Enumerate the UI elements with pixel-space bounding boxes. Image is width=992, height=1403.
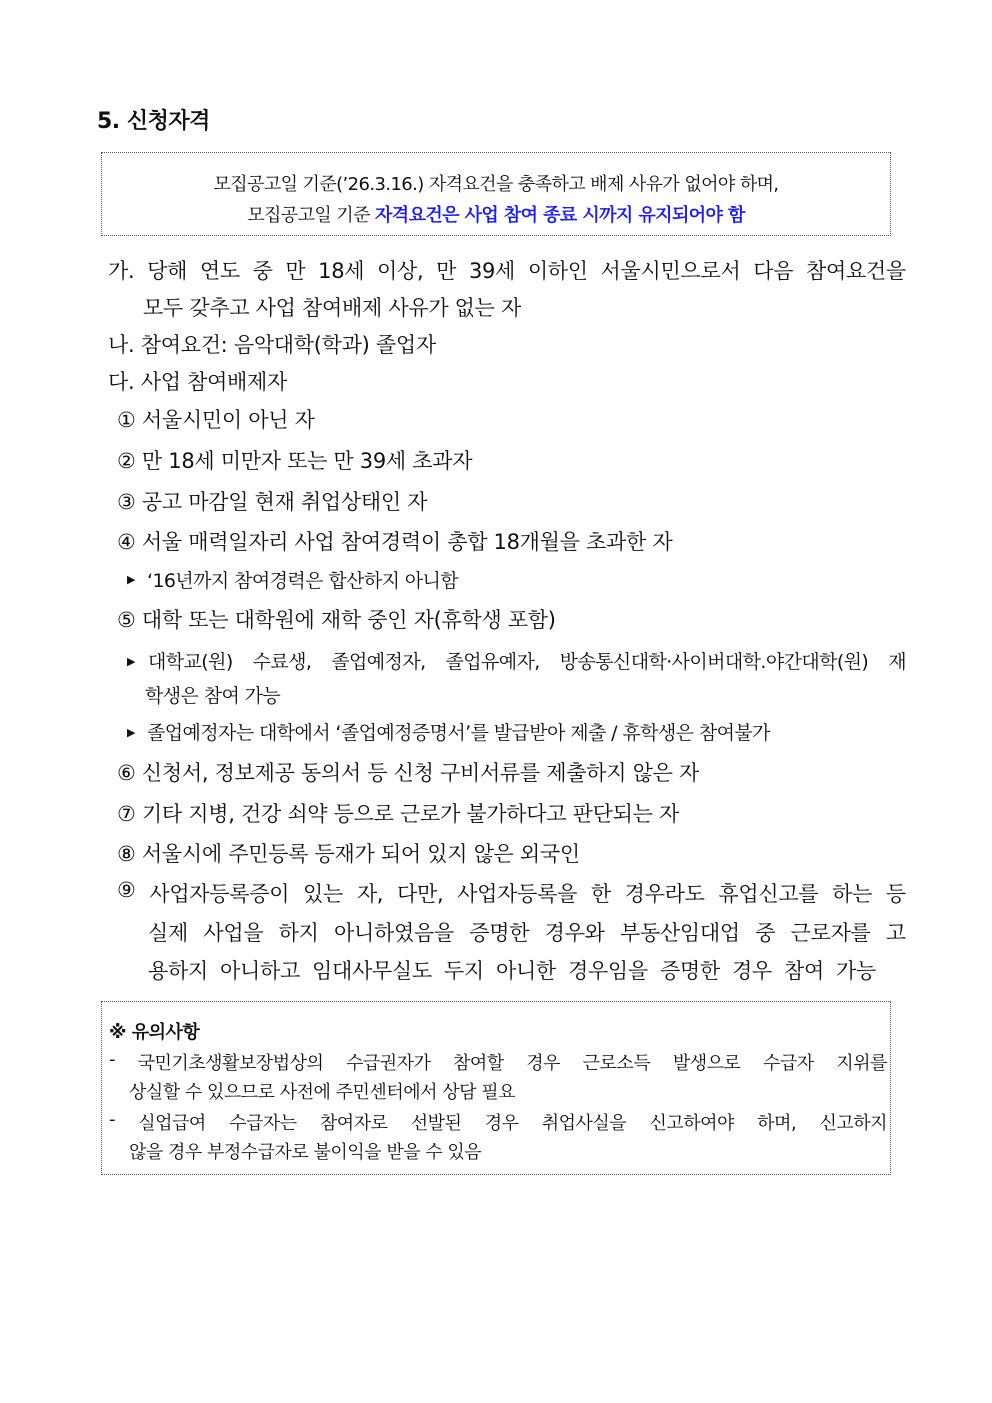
- exclusion-7: ⑦ 기타 지병, 건강 쇠약 등으로 근로가 불가하다고 판단되는 자: [117, 802, 679, 826]
- word: 수급자: [762, 1053, 814, 1074]
- section-title: 5. 신청자격: [97, 109, 210, 134]
- exclusion-1: ① 서울시민이 아닌 자: [117, 408, 315, 432]
- word: 선발된: [410, 1113, 462, 1134]
- exclusion-5-note-2: 졸업예정자는 대학에서 ‘졸업예정증명서’를 발급받아 제출 / 휴학생은 참여불가: [147, 722, 770, 744]
- word: 경우라도: [624, 882, 705, 906]
- word: 증명한: [659, 959, 720, 983]
- word: 사업자등록증이: [149, 882, 290, 906]
- word: 증명한: [469, 921, 530, 945]
- word: 만: [436, 259, 457, 283]
- exclusion-9-line-2: [148, 917, 906, 947]
- caution-item-1-line-2: 상실할 수 있으므로 사전에 주민센터에서 상담 필요: [129, 1082, 515, 1103]
- word: 한: [590, 882, 611, 906]
- exclusion-9-line-1: [117, 878, 906, 908]
- word: 참여자로: [319, 1113, 388, 1134]
- item-ga-line-1: [108, 255, 906, 285]
- word: 수료생,: [252, 651, 312, 673]
- word: 39세: [468, 259, 516, 283]
- caution-item-2-line-1: [109, 1109, 887, 1135]
- word: 만: [285, 259, 306, 283]
- word: 당해: [147, 259, 188, 283]
- word: 졸업예정자,: [331, 651, 426, 673]
- word: 참여요건을: [805, 259, 906, 283]
- caution-box: [101, 1001, 891, 1175]
- word: 있는: [303, 882, 344, 906]
- word: 중: [755, 921, 776, 945]
- word: 이하인: [527, 259, 588, 283]
- word: 근로소득: [582, 1053, 651, 1074]
- exclusion-3: ③ 공고 마감일 현재 취업상태인 자: [117, 490, 428, 514]
- word: 발생으로: [672, 1053, 741, 1074]
- exclusion-6: ⑥ 신청서, 정보제공 동의서 등 신청 구비서류를 제출하지 않은 자: [117, 761, 699, 785]
- word: 부동산임대업: [619, 921, 740, 945]
- word: 사업을: [203, 921, 264, 945]
- word: 참여: [783, 959, 824, 983]
- word: -: [109, 1049, 115, 1070]
- word: 가.: [108, 259, 135, 283]
- triangle-bullet-icon: ▶: [127, 655, 136, 668]
- exclusion-4-note: ‘16년까지 참여경력은 합산하지 아니함: [147, 570, 459, 592]
- word: 하는: [832, 882, 873, 906]
- word: 참여할: [453, 1053, 504, 1074]
- item-ga-line-2: 모두 갖추고 사업 참여배제 사유가 없는 자: [143, 296, 522, 320]
- word: 신고하지: [819, 1113, 887, 1134]
- notice-highlight: 자격요건은 사업 참여 종료 시까지 유지되어야 함: [375, 205, 745, 226]
- caution-heading: ※ 유의사항: [109, 1022, 200, 1043]
- exclusion-8: ⑧ 서울시에 주민등록 등재가 되어 있지 않은 외국인: [117, 842, 580, 866]
- item-na: 나. 참여요건: 음악대학(학과) 졸업자: [108, 333, 436, 357]
- word: 연도: [199, 259, 240, 283]
- notice-line-1: 모집공고일 기준(’26.3.16.) 자격요건을 충족하고 배제 사유가 없어야 하며,: [213, 174, 779, 195]
- word: 수급권자가: [345, 1053, 431, 1074]
- word: 경우: [484, 1113, 519, 1134]
- exclusion-5-note-1: [148, 647, 906, 674]
- word: 자,: [356, 882, 384, 906]
- word: 하지: [278, 921, 319, 945]
- word: 경우임을: [567, 959, 648, 983]
- word: 실업급여: [138, 1113, 206, 1134]
- word: ⑨: [117, 878, 136, 902]
- word: -: [109, 1109, 115, 1130]
- eligibility-notice-box: [101, 152, 891, 236]
- word: 사업자등록을: [457, 882, 578, 906]
- word: 아니하고: [220, 959, 300, 983]
- word: 대학교(원): [148, 651, 233, 673]
- exclusion-9-line-3: [148, 955, 876, 985]
- word: 신고하여야: [649, 1113, 734, 1134]
- word: 서울시민으로서: [600, 259, 741, 283]
- word: 방송통신대학·사이버대학.야간대학(원): [559, 651, 869, 673]
- word: 다만,: [396, 882, 444, 906]
- word: 실제: [148, 921, 188, 945]
- notice-line-2: [102, 201, 890, 227]
- exclusion-2: ② 만 18세 미만자 또는 만 39세 초과자: [117, 449, 473, 473]
- caution-item-1-line-1: [109, 1049, 887, 1075]
- word: 아니하였음을: [334, 921, 454, 945]
- exclusion-5-note-1-cont: 학생은 참여 가능: [145, 685, 281, 707]
- exclusion-4: ④ 서울 매력일자리 사업 참여경력이 총합 18개월을 초과한 자: [117, 530, 673, 554]
- word: 근로자를: [790, 921, 871, 945]
- word: 재: [888, 651, 906, 673]
- word: 중: [252, 259, 273, 283]
- word: 하며,: [757, 1113, 797, 1134]
- word: 아니한: [495, 959, 556, 983]
- word: 용하지: [148, 959, 208, 983]
- word: 고: [885, 921, 906, 945]
- word: 경우와: [544, 921, 605, 945]
- word: 수급자는: [229, 1113, 297, 1134]
- word: 다음: [753, 259, 794, 283]
- word: 가능: [835, 959, 876, 983]
- word: 이상,: [377, 259, 424, 283]
- word: 졸업유예자,: [445, 651, 540, 673]
- exclusion-5: ⑤ 대학 또는 대학원에 재학 중인 자(휴학생 포함): [117, 608, 556, 632]
- word: 등: [885, 882, 906, 906]
- word: 두지: [443, 959, 484, 983]
- word: 지위를: [836, 1053, 887, 1074]
- word: 임대사무실도: [311, 959, 432, 983]
- triangle-bullet-icon: ▶: [127, 573, 136, 586]
- word: 국민기초생활보장법상의: [137, 1053, 324, 1074]
- item-da: 다. 사업 참여배제자: [108, 370, 288, 394]
- word: 취업사실을: [541, 1113, 627, 1134]
- caution-item-2-line-2: 않을 경우 부정수급자로 불이익을 받을 수 있음: [129, 1142, 482, 1163]
- word: 18세: [318, 259, 365, 283]
- notice-line-2-prefix: 모집공고일 기준: [247, 205, 375, 226]
- triangle-bullet-icon: ▶: [127, 726, 136, 739]
- word: 경우: [526, 1053, 561, 1074]
- word: 휴업신고를: [718, 882, 819, 906]
- word: 경우: [731, 959, 772, 983]
